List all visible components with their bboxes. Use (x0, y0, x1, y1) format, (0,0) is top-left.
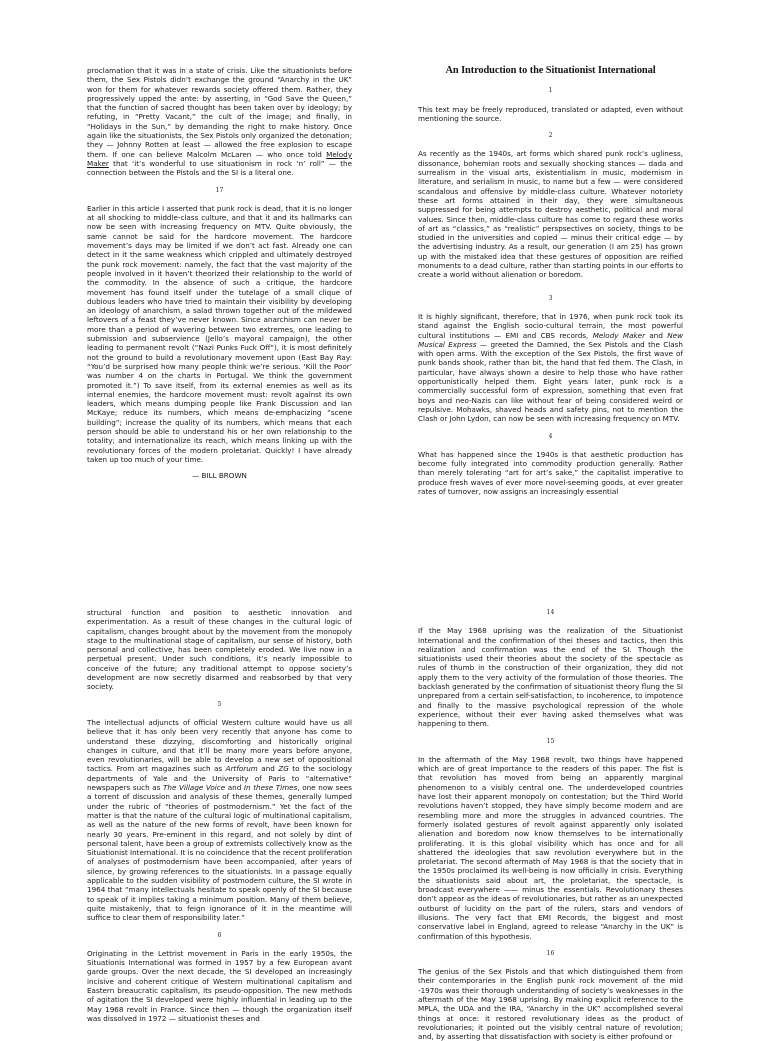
magazine-title: Melody Maker (87, 149, 352, 168)
section-number: 16 (546, 949, 555, 957)
paragraph: Earlier in this article I asserted that punk rock is dead, that it is no longer at all shocking to middle-class culture, and that it and its hallmarks can now be seen with increasing frequency on MTV. Quite obviously, the same cannot be said for the hardcore movement. The hardcore movement’s days may be limited if we don’t act fast. Already one can detect in it the same weakness which crippled and ultimately destroyed the punk rock movement: namely, the fact that the vast majority of the people involved in it haven’t theorized their relationship to the world of the commodity. In the absence of such a critique, the hardcore movement has found itself under the tutelage of a small clique of dubious leaders who have tried to maintain their visibility by developing an ideology of anarchism, a salad thrown together out of the mildewed leftovers of a feast they’ve never known. Since anarchism can never be more than a period of wavering between two extremes, one leading to submission and subservience (Jello’s mayoral campaign), the other leading to permanent revolt (“Nazi Punks Fuck Off”), it is most definitely not the ground to build a revolutionary movement upon (East Bay Ray: “You’d be surprised how many people think we’re serious. ‘Kill the Poor’ was number 4 on the charts in Portugal. We think the government promoted it.”) To save itself, from its external enemies as well as its internal enemies, the hardcore movement must: revolt against its own leaders, which means dumping people like Frank Discussion and Ian McKaye; reduce its numbers, which means de-emphacizing “scene building”; increase the quality of its numbers, which means that each person should be able to understand his or her own relationship to the totality; and internationalize its reach, which means linking up with the revolutionary forces of the modern proletariat. Quickly! I have already taken up too much of your time. (87, 203, 352, 464)
paragraph: It is highly significant, therefore, that in 1976, when punk rock took its stand against the English socio-cultural terrain, the most powerful cultural institutions — EMI and CBS records, Melody Maker and New Musical Express — greeted the Damned, the Sex Pistols and the Clash with open arms. With the exception of the Sex Pistols, the first wave of punk bands shook, rather than bit, the hand that fed them. The Clash, in particular, have always shown a desire to help those who have rather opportunistically helped them. Eight years later, punk rock is a commercially successful form of expression, something that even frat boys and neo-Nazis can like without fear of being considered weird or repulsive. Mohawks, shaved heads and safety pins, not to mention the Clash or John Lydon, can now be seen with increasing frequency on MTV. (418, 311, 683, 424)
paragraph: This text may be freely reproduced, translated or adapted, even without mentioning the source. (418, 104, 683, 123)
magazine-title: ZG (278, 764, 289, 774)
section-number: 1 (548, 87, 553, 95)
paragraph: structural function and position to aesthetic innovation and experimentation. As a result of these changes in the cultural logic of capitalism, changes brought about by the movement from the monopoly stage to the multinational stage of capitalism, our sense of history, both personal and collective, has been completely eroded. We live now in a perpetual present. Under such conditions, it’s nearly impossible to conceive of the future; any traditional attempt to oppose society’s development are now secretly disarmed and reabsorbed by that very society. (87, 608, 352, 692)
paragraph: proclamation that it was in a state of crisis. Like the situationists before them, the Sex Pistols didn’t exchange the ground “Anarchy in the UK” won for them for whatever rewards society offered them. Rather, they progressively upped the ante: by asserting, in “God Save the Queen,” that the function of sacred thought has been taken over by ideology; by refuting, in “Pretty Vacant,” the cult of the image; and finally, in “Holidays in the Sun,” by demanding the right to make history. Once again like the situationists, the Sex Pistols only organized the detonation; they — Johnny Rotten at least — allowed the free explosion to escape them. If one can believe Malcolm McLaren — who once told Melody Maker that ‘it’s wonderful to use situationism in rock ‘n’ roll” — the connection between the Pistols and the SI is a literal one. (87, 66, 352, 178)
author-signature: — BILL BROWN (192, 471, 247, 481)
column-bottom-right (418, 608, 683, 1041)
column-top-left (87, 66, 352, 480)
paragraph: Originating in the Lettrist movement in Paris in the early 1950s, the Situationis International was formed in 1957 by a few European avant garde groups. Over the next decade, the SI developed an increasingly incisive and coherent critique of Western multinational capitalism and Eastern breaucratic capitalism, its pseudo-opposition. The new methods of agitation the SI developed were highly influential in leading up to the May 1968 revolt in France. Since then — though the organization itself was dissolved in 1972 — situationist theses and (87, 948, 352, 1023)
article-title: An Introduction to the Situationist International (445, 65, 656, 76)
magazine-title: Artforum (225, 764, 258, 774)
paragraph: In the aftermath of the May 1968 revolt, two things have happened which are of great importance to the readers of this paper. The fist is that revolution has moved from being an apparently marginal phenomenon to a visibly central one. The underdeveloped countries have lost their apparent monopoly on contestation; but the Third World revolutions haven’t stopped, they have simply become modern and are resembling more and more the struggles in advanced countries. The formerly isolated gestures of revolt against apparently only isolated alienation and boredom now know themselves to be internationally proliferating. It is this global visibility which has once and for all shattered the ideologies that saw revolution everywhere but in the proletariat. The second aftermath of May 1968 is that the society that in the 1950s proclaimed its well-being is now officially in crisis. Everything the situationists said about art, the proletariat, the spectacle, is broadcast everywhere —— minus the essentials. Revolutionary theses don’t appear as the ideas of revolutionaries, but rather as an unexpected outburst of lucidity on the part of the rulers, stars and vendors of illusions. The very fact that EMI Records, the biggest and most conservative label in England, agreed to release “Anarchy in the UK” is confirmation of this hypothesis. (418, 754, 683, 941)
section-number: 15 (546, 737, 555, 745)
magazine-title: Melody Maker (592, 330, 646, 340)
column-bottom-left (87, 608, 352, 1023)
paragraph: As recently as the 1940s, art forms which shared punk rock’s ugliness, dissonance, bohemian roots and sexually shocking stances — dada and surrealism in the visual arts, existentialism in music, modernism in literature, and serialism in music, to name but a few — were considered scandalous and offensive by middle-class culture. Whatever notoriety these art forms attained in their day, they were simultaneous suppressed for being attempts to destroy aesthetic, political and moral values. Since then, middle-class culture has come to regard these works of art as “classics,” as “realistic” perspsectives on society, things to be studied in the universities and copied — minus their critical edge — by the advertising industry. As a result, our generation (I am 25) has grown up with the mistaked idea that these gestures of opposition are reified monuments to a dead culture, rather than starting points in our efforts to create a world without alienation or boredom. (418, 149, 683, 280)
paragraph: What has happened since the 1940s is that aesthetic production has become fully integrated into commodity production generally. Rather than merely tolerating “art for art’s sake,” the capitalist imperative to produce fresh waves of ever more novel-seeming goods, at ever greater rates of turnover, now assigns an increasingly essential (418, 449, 683, 496)
newspaper-title: In these Times (243, 783, 298, 793)
section-number: 2 (548, 132, 553, 140)
paragraph: The intellectual adjuncts of official Western culture would have us all believe that it has only been very recently that anyone has come to understand these dizzying, discomforting and historically original changes in culture, and that it’ll be many more years before anyone, even revolutionaries, will be able to develop a new set of oppositional tactics. From art magazines such as Artforum and ZG to the sociology departments of Yale and the University of Paris to “alternative” newspapers such as The Village Voice and In these Times, one now sees a torrent of discussion and analysis of these themes, generally lumped under the rubric of “theories of postmodernism.” Yet the fact of the matter is that the nature of the cultural logic of multinational capitalism, as well as the nature of the new forms of revolt, have been known for nearly 30 years. Pre-eminent in this regard, and not solely by dint of personal talent, have been a group of extremists collectively know as the Situationist International. It is no coincidence that the recent proliferation of analyses of postmodernism have been accompanied, after years of silence, by growing references to the situationists. In a passage equally applicable to the sudden visibility of postmodern culture, the SI wrote in 1964 that “many intellectuals hesitate to speak openly of the SI because to speak of it implies taking a minimum position. Many of them believe, quite mistakenly, that to feign ignorance of it in the meantime will suffice to clear them of responsibility later.” (87, 717, 352, 923)
paragraph: If the May 1968 uprising was the realization of the Situationist International and the confirmation of thei theses and tactics, then this realization and confirmation was the end of the SI. Though the situationists used their theories about the society of the spectacle as rules of thumb in the construction of their organization, they did not apply them to the very activity of the formulation of those theories. The backlash generated by the confirmation of situationist theory flung the SI unprepared from a certain self-satisfaction, to incoherence, to impotence and finally to the massive psychological repression of the whole experience, without their ever having asked themselves what was happening to them. (418, 626, 683, 729)
paragraph: The genius of the Sex Pistols and that which distinguished them from their contemporaries in the English punk rock movement of the mid -1970s was their thorough understanding of society’s weaknesses in the aftermath of the May 1968 uprising. By making explicit reference to the MPLA, the UDA and the IRA, “Anarchy in the UK” accomplished several things at once: it restored revolutionary ideas as the product of revolutionaries; it pointed out the visibly central nature of revolution; and, by asserting that dissatisfaction with society is either profound or (418, 967, 683, 1041)
section-number: 4 (548, 432, 553, 440)
column-top-right (418, 66, 683, 496)
section-number: 6 (217, 931, 222, 939)
magazine-title: New Musical Express (418, 330, 683, 349)
section-number: 17 (215, 186, 224, 194)
newspaper-title: The Village Voice (163, 783, 226, 793)
section-number: 3 (548, 294, 553, 302)
section-number: 14 (546, 609, 555, 616)
section-number: 5 (217, 700, 222, 708)
